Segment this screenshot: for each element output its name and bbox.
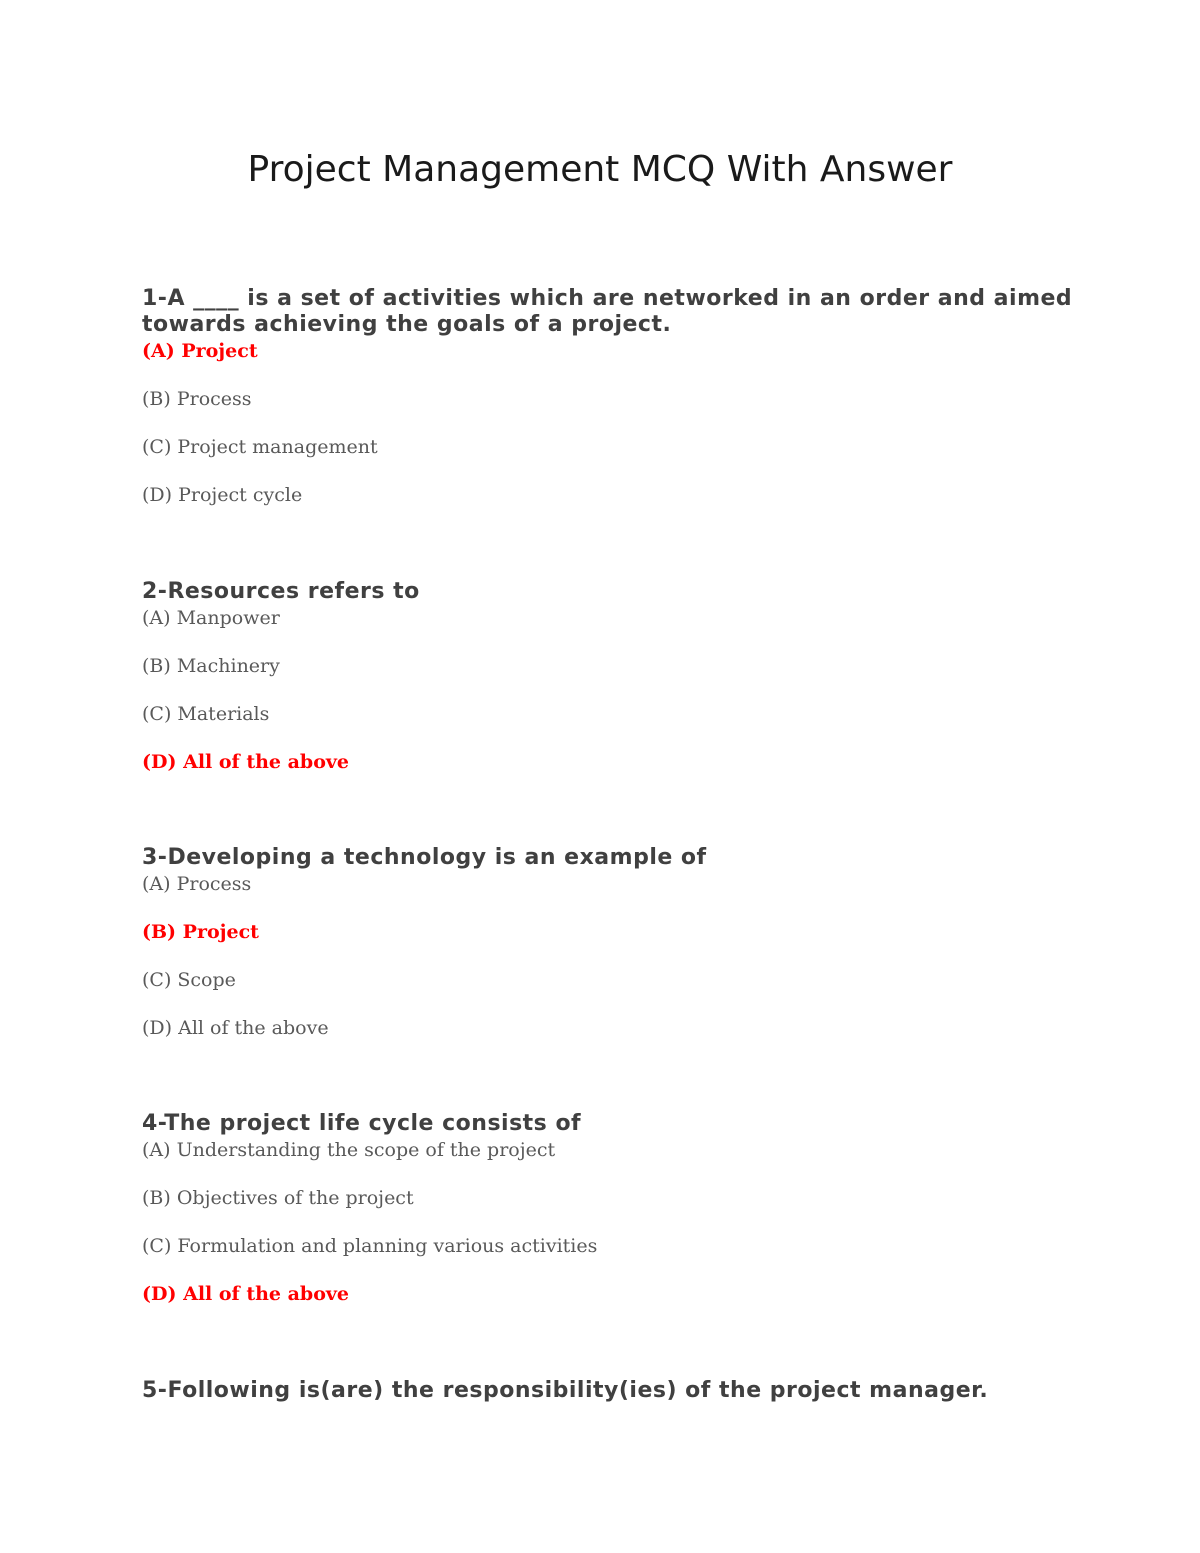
option-b: (B) Machinery — [142, 655, 280, 677]
option-d-correct: (D) All of the above — [142, 751, 350, 773]
option-a: (A) Understanding the scope of the project — [142, 1139, 556, 1161]
option-a-correct: (A) Project — [142, 340, 258, 362]
question-text: 2-Resources refers to — [142, 579, 420, 604]
option-d: (D) Project cycle — [142, 484, 303, 506]
option-b: (B) Process — [142, 388, 252, 410]
question-text: 3-Developing a technology is an example of — [142, 845, 707, 870]
question-1 — [142, 286, 1082, 530]
question-5 — [142, 1378, 1082, 1404]
option-b-correct: (B) Project — [142, 921, 259, 943]
question-text: 1-A ____ is a set of activities which are networked in an order and aimed towards achieving the goals of a project. — [142, 286, 1073, 337]
document-title: Project Management MCQ With Answer — [247, 149, 953, 190]
option-b: (B) Objectives of the project — [142, 1187, 414, 1209]
option-c: (C) Materials — [142, 703, 270, 725]
option-c: (C) Scope — [142, 969, 236, 991]
option-a: (A) Manpower — [142, 607, 280, 629]
question-4 — [142, 1111, 1082, 1329]
question-text: 4-The project life cycle consists of — [142, 1111, 582, 1136]
question-text: 5-Following is(are) the responsibility(ies) of the project manager. — [142, 1378, 989, 1403]
option-d-correct: (D) All of the above — [142, 1283, 350, 1305]
question-3 — [142, 845, 1082, 1063]
question-2 — [142, 579, 1082, 797]
option-d: (D) All of the above — [142, 1017, 329, 1039]
option-c: (C) Project management — [142, 436, 378, 458]
option-c: (C) Formulation and planning various activities — [142, 1235, 598, 1257]
option-a: (A) Process — [142, 873, 252, 895]
